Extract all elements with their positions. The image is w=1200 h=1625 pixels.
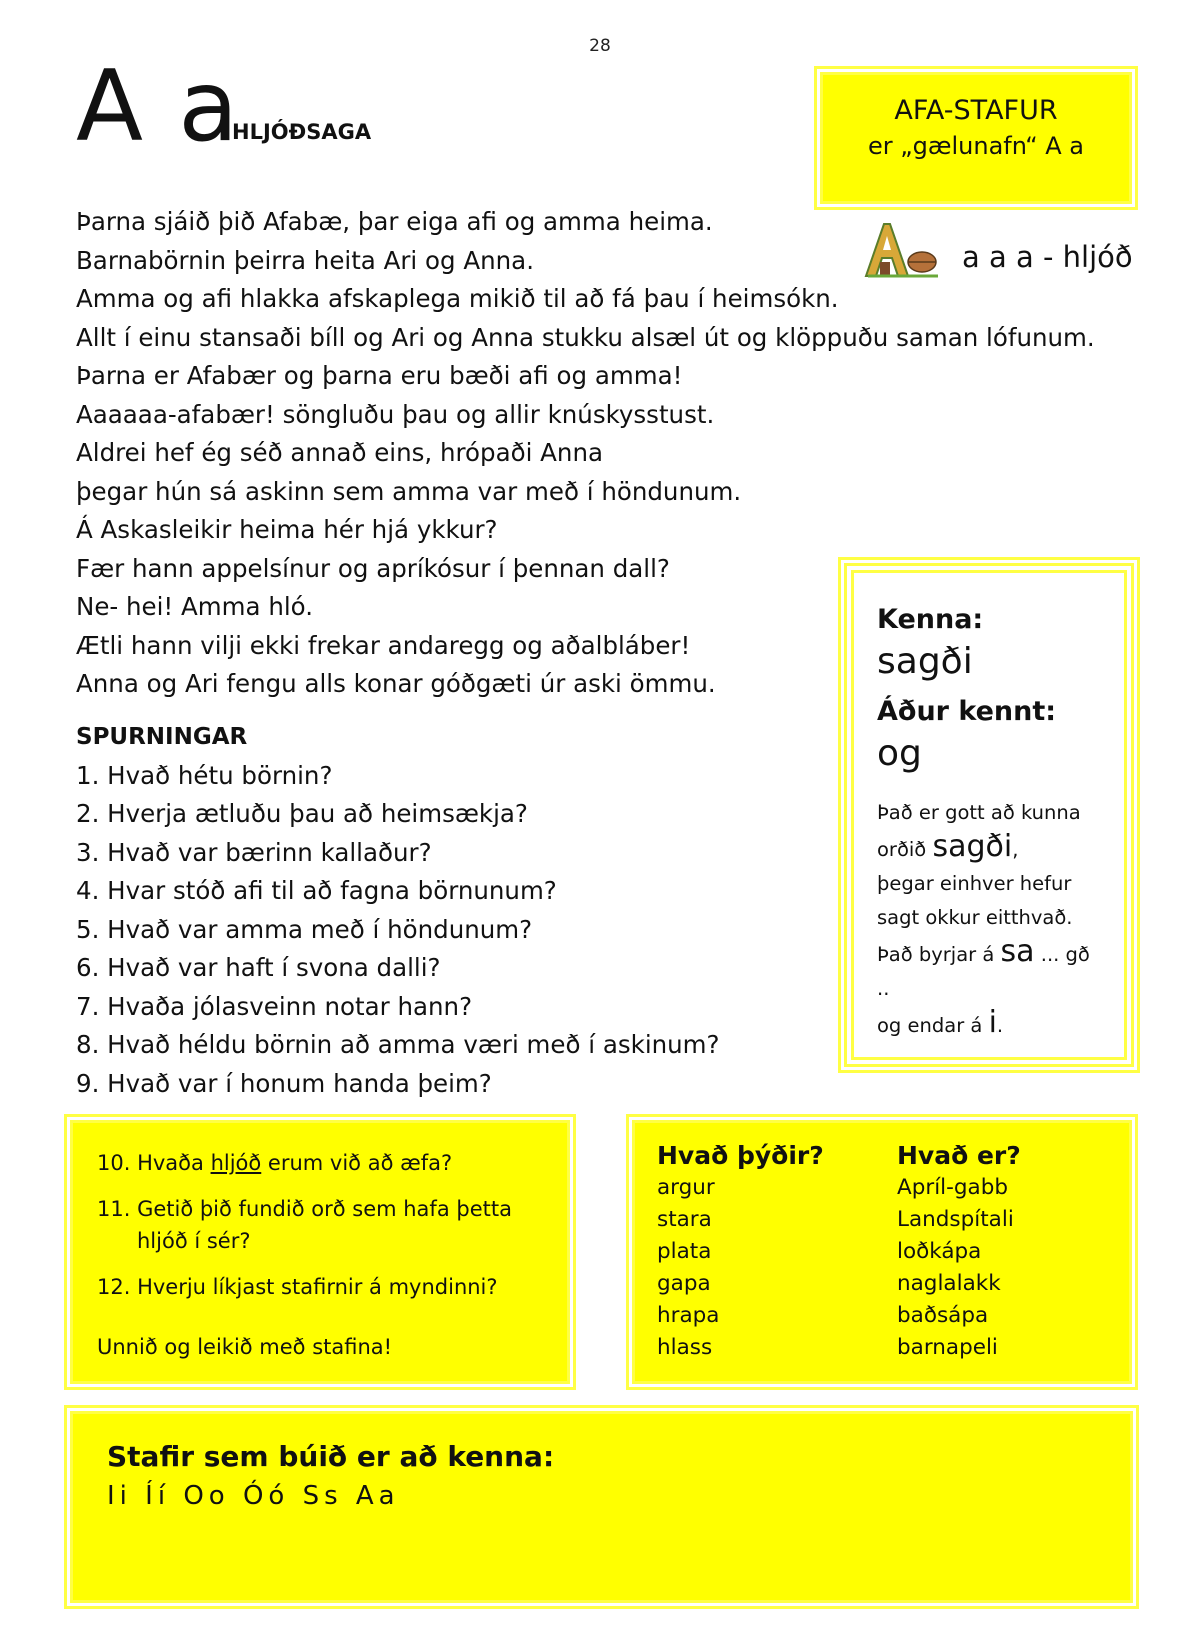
question-11	[97, 1193, 543, 1257]
vocab-word: stara	[657, 1207, 712, 1232]
question-text: hljóð í sér?	[137, 1229, 251, 1253]
kenna-desc-line	[877, 935, 1101, 1006]
kenna-desc-text: ... gð ..	[877, 943, 1090, 1000]
story-line: Fær hann appelsínur og apríkósur í þennan dall?	[76, 553, 670, 583]
kenna-box	[844, 563, 1134, 1067]
kenna-desc-text: og endar á	[877, 1014, 989, 1037]
kenna-desc-text: .	[996, 1014, 1004, 1037]
vocab-word: argur	[657, 1175, 715, 1200]
kenna-desc-line	[877, 830, 1101, 867]
vocab-word: gapa	[657, 1271, 711, 1296]
story-line: Ætli hann vilji ekki frekar andaregg og aðalbláber!	[76, 630, 691, 660]
page-title-letters: A a	[76, 50, 241, 164]
vocab-word: plata	[657, 1239, 712, 1264]
question-item: 7. Hvaða jólasveinn notar hann?	[76, 991, 473, 1021]
story-line: Þarna sjáið þið Afabæ, þar eiga afi og amma heima.	[76, 207, 713, 236]
question-item: 3. Hvað var bærinn kallaður?	[76, 837, 432, 867]
kenna-description	[877, 796, 1101, 1043]
vocab-word: hrapa	[657, 1303, 720, 1328]
vocab-word: Landspítali	[897, 1207, 1014, 1232]
kenna-word: sagði	[877, 641, 973, 682]
vocab-word: barnapeli	[897, 1335, 998, 1360]
story-line: Þarna er Afabær og þarna eru bæði afi og amma!	[76, 361, 683, 390]
kenna-desc-text: orðið	[877, 838, 933, 861]
questions-section	[76, 718, 720, 1103]
kenna-desc-line: sagt okkur eitthvað.	[877, 906, 1073, 929]
story-line: Barnabörnin þeirra heita Ari og Anna.	[76, 245, 534, 275]
kenna-desc-text: ,	[1012, 838, 1019, 861]
page-number: 28	[589, 36, 611, 56]
story-line: Ne- hei! Amma hló.	[76, 592, 314, 621]
taught-letters-list: Ii Íí Oo Óó Ss Aa	[107, 1481, 400, 1511]
story-line: Aaaaaa-afabær! söngluðu þau og allir knúskysstust.	[76, 399, 715, 429]
activity-footer: Unnið og leikið með stafina!	[97, 1335, 393, 1359]
question-12: 12. Hverju líkjast stafirnir á myndinni?	[97, 1275, 498, 1299]
vocab-word: hlass	[657, 1335, 713, 1360]
afa-stafur-title: AFA-STAFUR	[894, 95, 1058, 126]
extra-questions-box	[70, 1120, 570, 1384]
story-line: Amma og afi hlakka afskaplega mikið til að fá þau í heimsókn.	[76, 284, 839, 313]
question-item: 9. Hvað var í honum handa þeim?	[76, 1068, 492, 1098]
vocab-word: loðkápa	[897, 1239, 982, 1264]
previously-taught-word: og	[877, 733, 922, 774]
question-text: 10. Hvaða	[97, 1151, 211, 1175]
kenna-desc-line	[877, 1006, 1101, 1043]
question-item: 5. Hvað var amma með í höndunum?	[76, 914, 533, 944]
page-subtitle: HLJÓÐSAGA	[232, 120, 372, 144]
vocab-word: baðsápa	[897, 1303, 989, 1328]
question-underlined-word: hljóð	[210, 1151, 262, 1175]
previously-taught-heading: Áður kennt:	[877, 696, 1057, 727]
afa-stafur-box	[820, 72, 1132, 204]
kenna-desc-highlight: sa	[1000, 934, 1035, 969]
question-10	[97, 1147, 543, 1179]
vocab-word: naglalakk	[897, 1271, 1001, 1296]
question-text: 11. Getið þið fundið orð sem hafa þetta	[97, 1197, 512, 1221]
question-text: erum við að æfa?	[261, 1151, 453, 1175]
story-line: Á Askasleikir heima hér hjá ykkur?	[76, 515, 498, 544]
question-item: 1. Hvað hétu börnin?	[76, 760, 333, 790]
question-item: 8. Hvað héldu börnin að amma væri með í askinum?	[76, 1030, 720, 1059]
kenna-desc-highlight: i	[988, 1005, 997, 1040]
kenna-desc-line: Það er gott að kunna	[877, 801, 1081, 824]
kenna-desc-text: Það byrjar á	[877, 943, 1001, 966]
kenna-heading: Kenna:	[877, 604, 984, 635]
taught-letters-box	[70, 1411, 1133, 1603]
question-item: 2. Hverja ætluðu þau að heimsækja?	[76, 799, 528, 828]
story-line: Allt í einu stansaði bíll og Ari og Anna stukku alsæl út og klöppuðu saman lófunum.	[76, 322, 1095, 352]
meaning-heading: Hvað þýðir?	[657, 1141, 824, 1170]
story-line: þegar hún sá askinn sem amma var með í höndunum.	[76, 476, 742, 506]
what-is-heading: Hvað er?	[897, 1141, 1021, 1170]
kenna-desc-highlight: sagði	[932, 829, 1013, 864]
kenna-desc-line: þegar einhver hefur	[877, 872, 1072, 895]
afa-stafur-subtitle: er „gælunafn“ A a	[867, 132, 1085, 160]
what-is-column	[897, 1141, 1021, 1364]
question-item: 6. Hvað var haft í svona dalli?	[76, 953, 441, 982]
sound-label: a a a - hljóð	[962, 240, 1133, 274]
vocabulary-box	[632, 1120, 1132, 1384]
vocab-word: Apríl-gabb	[897, 1175, 1009, 1200]
questions-heading: SPURNINGAR	[76, 724, 248, 750]
story-line: Anna og Ari fengu alls konar góðgæti úr aski ömmu.	[76, 669, 716, 698]
taught-letters-heading: Stafir sem búið er að kenna:	[107, 1440, 555, 1473]
question-item: 4. Hvar stóð afi til að fagna börnunum?	[76, 876, 557, 905]
story-line: Aldrei hef ég séð annað eins, hrópaði Anna	[76, 438, 604, 467]
meaning-column	[657, 1141, 824, 1364]
